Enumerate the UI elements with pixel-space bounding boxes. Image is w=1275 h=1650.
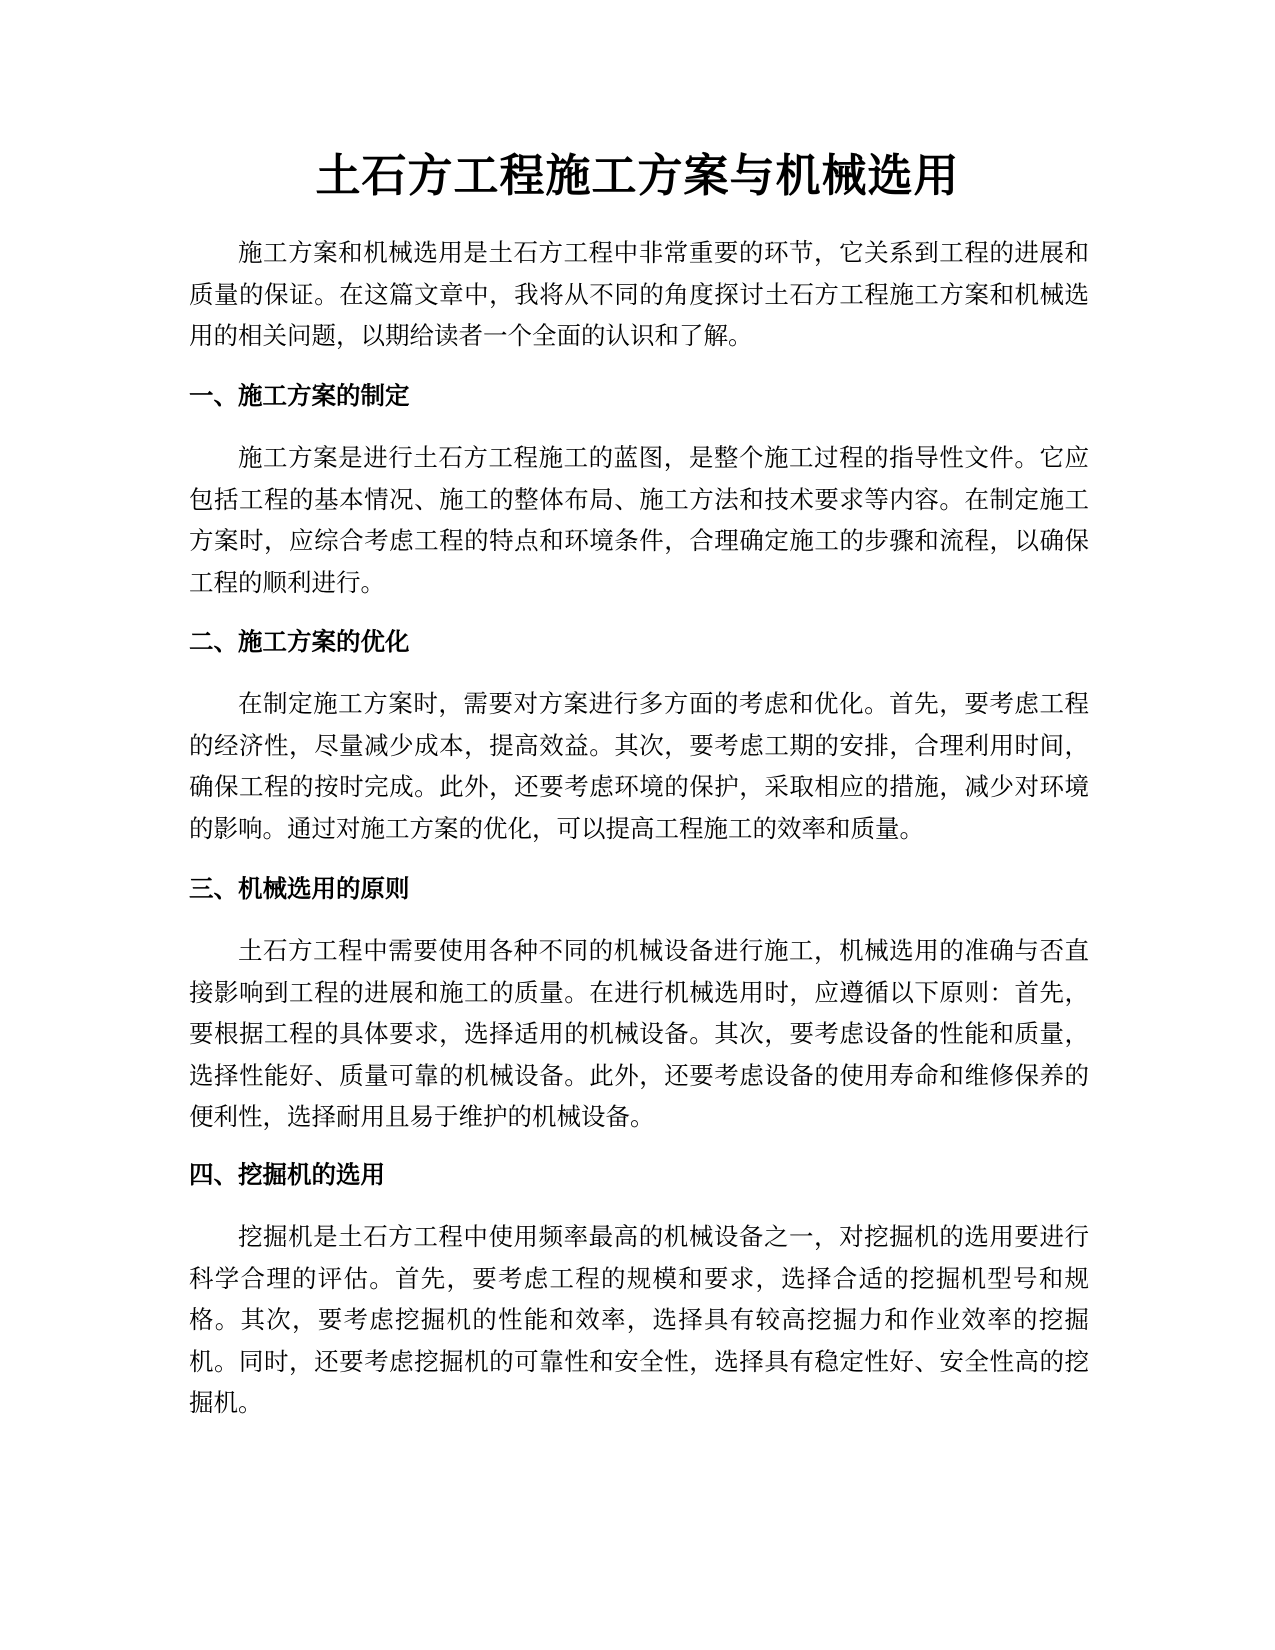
section-heading-4: 四、挖掘机的选用: [189, 1160, 385, 1189]
section-heading-3: 三、机械选用的原则: [189, 874, 410, 903]
section-body-4: 挖掘机是土石方工程中使用频率最高的机械设备之一，对挖掘机的选用要进行科学合理的评估。首先，要考虑工程的规模和要求，选择合适的挖掘机型号和规格。其次，要考虑挖掘机的性能和效率，选择具有较高挖掘力和作业效率的挖掘机。同时，还要考虑挖掘机的可靠性和安全性，选择具有稳定性好、安全性高的挖掘机。: [189, 1222, 1089, 1417]
intro-paragraph: 施工方案和机械选用是土石方工程中非常重要的环节，它关系到工程的进展和质量的保证。在这篇文章中，我将从不同的角度探讨土石方工程施工方案和机械选用的相关问题，以期给读者一个全面的认识和了解。: [189, 238, 1089, 350]
section-body-1: 施工方案是进行土石方工程施工的蓝图，是整个施工过程的指导性文件。它应包括工程的基本情况、施工的整体布局、施工方法和技术要求等内容。在制定施工方案时，应综合考虑工程的特点和环境条件，合理确定施工的步骤和流程，以确保工程的顺利进行。: [189, 443, 1089, 597]
section-body-2: 在制定施工方案时，需要对方案进行多方面的考虑和优化。首先，要考虑工程的经济性，尽量减少成本，提高效益。其次，要考虑工期的安排，合理利用时间，确保工程的按时完成。此外，还要考虑环境的保护，采取相应的措施，减少对环境的影响。通过对施工方案的优化，可以提高工程施工的效率和质量。: [189, 689, 1089, 843]
section-heading-2: 二、施工方案的优化: [189, 627, 410, 656]
section-heading-1: 一、施工方案的制定: [189, 381, 410, 410]
section-body-3: 土石方工程中需要使用各种不同的机械设备进行施工，机械选用的准确与否直接影响到工程的进展和施工的质量。在进行机械选用时，应遵循以下原则：首先，要根据工程的具体要求，选择适用的机械设备。其次，要考虑设备的性能和质量，选择性能好、质量可靠的机械设备。此外，还要考虑设备的使用寿命和维修保养的便利性，选择耐用且易于维护的机械设备。: [189, 936, 1089, 1131]
document-title: 土石方工程施工方案与机械选用: [315, 149, 960, 202]
